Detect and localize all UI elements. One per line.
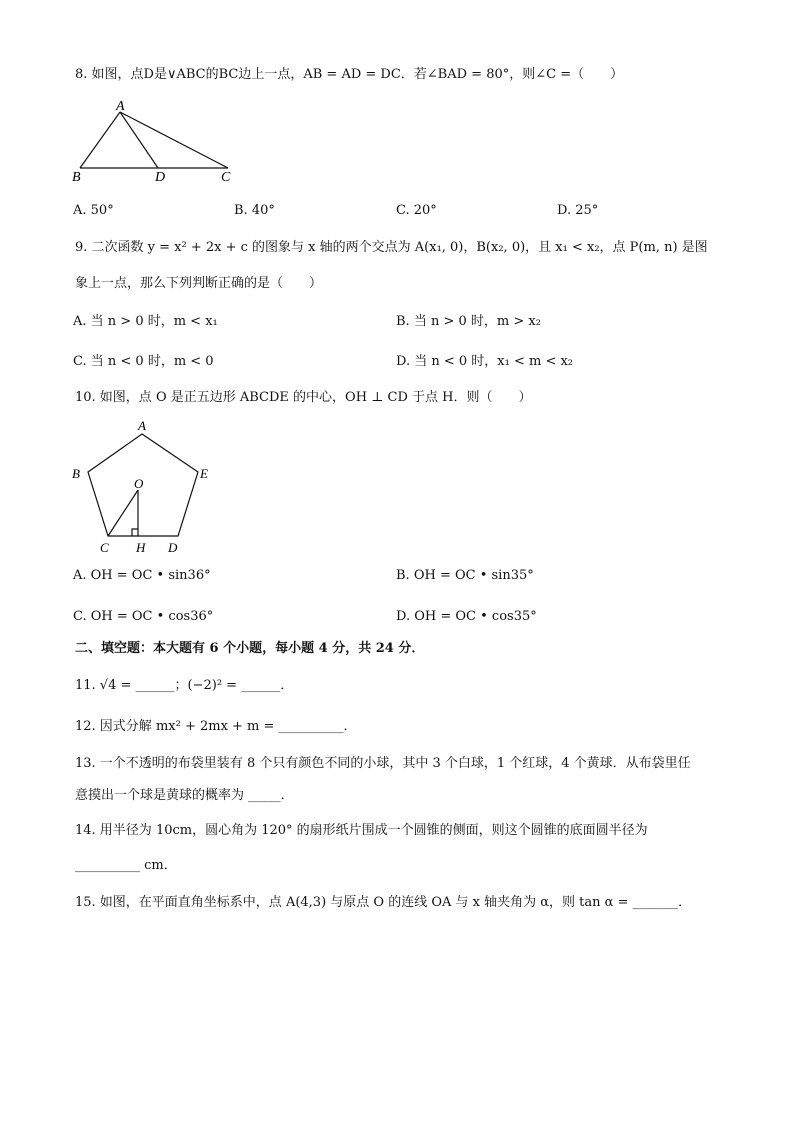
q8-label-a: A — [116, 99, 125, 114]
q15: 15. 如图，在平面直角坐标系中，点 A(4,3) 与原点 O 的连线 OA 与 x 轴夹角为 α，则 tan α = _______． — [75, 895, 692, 910]
q8-stem: 8. 如图，点D是∨ABC的BC边上一点，AB = AD = DC．若∠BAD = 80°，则∠C =（ ） — [75, 67, 624, 82]
q10-label-o: O — [134, 476, 144, 491]
q10-option-a[interactable]: A. OH = OC • sin36° — [73, 568, 211, 583]
q10-label-e: E — [200, 466, 208, 481]
q8-label-d: D — [155, 170, 166, 185]
q14-line1: 14. 用半径为 10cm，圆心角为 120° 的扇形纸片围成一个圆锥的侧面，则这个圆锥的底面圆半径为 — [75, 823, 648, 838]
q9-stem-line2: 象上一点，那么下列判断正确的是（ ） — [75, 276, 323, 291]
q10-option-b[interactable]: B. OH = OC • sin35° — [396, 568, 534, 583]
q10-option-c[interactable]: C. OH = OC • cos36° — [73, 609, 214, 624]
q10-label-d: D — [168, 540, 178, 555]
q10-label-c: C — [100, 540, 109, 555]
q10-label-a: A — [138, 418, 146, 433]
q13-line1: 13. 一个不透明的布袋里装有 8 个只有颜色不同的小球，其中 3 个白球，1 个红球，4 个黄球．从布袋里任 — [75, 756, 691, 771]
q8-option-c[interactable]: C. 20° — [396, 203, 437, 218]
q8-segment-ab — [80, 112, 120, 168]
q8-triangle-figure — [70, 98, 245, 186]
q9-option-c[interactable]: C. 当 n < 0 时，m < 0 — [73, 354, 214, 369]
q11: 11. √4 = ______；(−2)² = ______． — [75, 678, 294, 693]
q9-option-a[interactable]: A. 当 n > 0 时，m < x₁ — [73, 314, 218, 329]
q8-segment-ad — [120, 112, 158, 168]
q8-option-b[interactable]: B. 40° — [234, 203, 275, 218]
q14-line2: __________ cm． — [75, 858, 177, 873]
q10-label-b: B — [72, 466, 80, 481]
q10-pentagon-figure — [68, 416, 218, 558]
q10-stem: 10. 如图，点 O 是正五边形 ABCDE 的中心，OH ⊥ CD 于点 H．则（ ） — [75, 390, 532, 405]
q13-line2: 意摸出一个球是黄球的概率为 _____． — [75, 788, 294, 803]
q10-option-d[interactable]: D. OH = OC • cos35° — [396, 609, 537, 624]
q8-label-b: B — [72, 170, 81, 185]
q8-label-c: C — [221, 170, 231, 185]
q9-stem-line1: 9. 二次函数 y = x² + 2x + c 的图象与 x 轴的两个交点为 A(x₁, 0)，B(x₂, 0)，且 x₁ < x₂，点 P(m, n) 是图 — [75, 240, 708, 255]
q9-option-b[interactable]: B. 当 n > 0 时，m > x₂ — [396, 314, 541, 329]
section2-heading: 二、填空题：本大题有 6 个小题，每小题 4 分，共 24 分． — [75, 641, 425, 656]
q8-segment-ac — [120, 112, 228, 168]
q9-option-d[interactable]: D. 当 n < 0 时，x₁ < m < x₂ — [396, 354, 574, 369]
q10-label-h: H — [136, 540, 146, 555]
q12: 12. 因式分解 mx² + 2mx + m = __________． — [75, 719, 357, 734]
q10-right-angle-mark — [132, 529, 138, 536]
q8-option-d[interactable]: D. 25° — [557, 203, 599, 218]
q8-option-a[interactable]: A. 50° — [73, 203, 114, 218]
